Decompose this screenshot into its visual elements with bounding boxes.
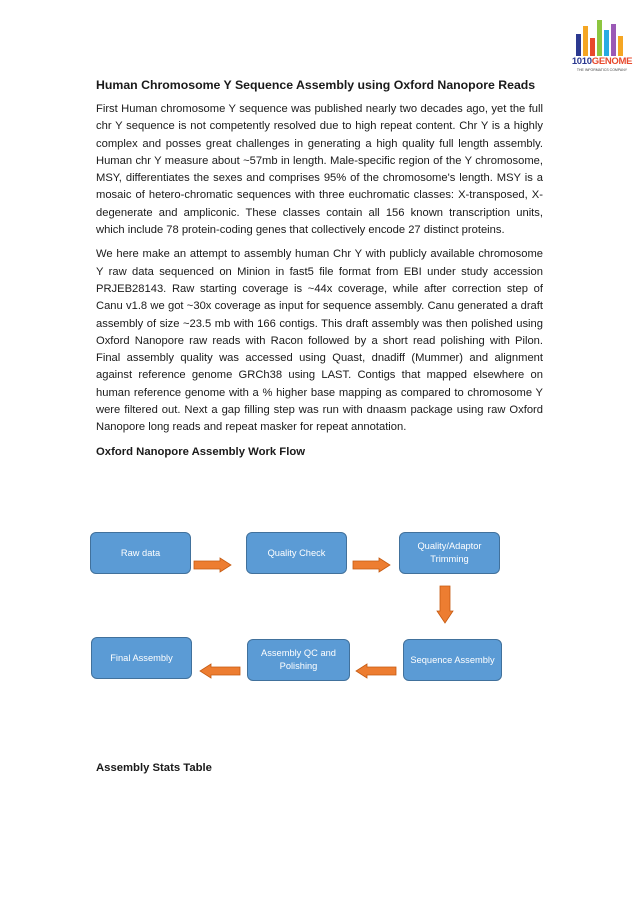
document-body bbox=[96, 76, 543, 461]
step-sequence-assembly: Sequence Assembly bbox=[403, 639, 502, 681]
arrow-left-icon bbox=[354, 663, 398, 679]
arrow-right-icon bbox=[352, 557, 392, 573]
arrow-down-icon bbox=[436, 585, 454, 625]
logo-wordmark: 1010GENOME bbox=[571, 56, 633, 67]
arrow-left-icon bbox=[198, 663, 242, 679]
document-title: Human Chromosome Y Sequence Assembly using Oxford Nanopore Reads bbox=[96, 78, 536, 92]
stats-table-heading: Assembly Stats Table bbox=[96, 762, 212, 774]
step-qc-polishing: Assembly QC and Polishing bbox=[247, 639, 350, 681]
company-logo bbox=[570, 16, 634, 76]
arrow-right-icon bbox=[193, 557, 233, 573]
step-trimming: Quality/Adaptor Trimming bbox=[399, 532, 500, 574]
intro-paragraph: First Human chromosome Y sequence was published nearly two decades ago, yet the full chr Y sequence is not competently resolved due to high repeat content. Chr Y is a highly complex and posses great challenges in generating a high quality full length assembly. Human chr Y measure about ~57mb in length. Male-specific region of the Y chromosome, MSY, differentiates the sexes and comprises 95% of the chromosome's length. MSY is a mosaic of hetero-chromatic sequences with three euchromatic classes: X-transposed, X-degenerate and ampliconic. These classes contain all 156 known transcription units, which include 78 protein-coding genes that collectively encode 27 distinct proteins. bbox=[96, 103, 543, 237]
step-raw-data: Raw data bbox=[90, 532, 191, 574]
method-paragraph: We here make an attempt to assembly human Chr Y with publicly available chromosome Y raw data sequenced on Minion in fast5 file format from EBI under study accession PRJEB28143. Raw starting coverage is ~44x coverage, while after correction step of Canu v1.8 we got ~30x coverage as input for sequence assembly. Canu generated a draft assembly of size ~23.5 mb with 166 contigs. This draft assembly was then polished using Oxford Nanopore raw reads with Racon followed by a short read polishing with Pilon. Final assembly quality was accessed using Quast, dnadiff (Mummer) and alignment against reference genome GRCh38 using LAST. Contigs that mapped elsewhere on human reference genome with a % higher base mapping as compared to chromosome Y were filtered out. Next a gap filling step was run with dnaasm package using raw Oxford Nanopore long reads and repeat masker for repeat annotation. bbox=[96, 248, 543, 434]
workflow-heading: Oxford Nanopore Assembly Work Flow bbox=[96, 445, 306, 458]
step-final-assembly: Final Assembly bbox=[91, 637, 192, 679]
step-quality-check: Quality Check bbox=[246, 532, 347, 574]
logo-bars-icon bbox=[574, 16, 630, 56]
logo-tagline: THE INFORMATICS COMPANY bbox=[576, 68, 628, 72]
